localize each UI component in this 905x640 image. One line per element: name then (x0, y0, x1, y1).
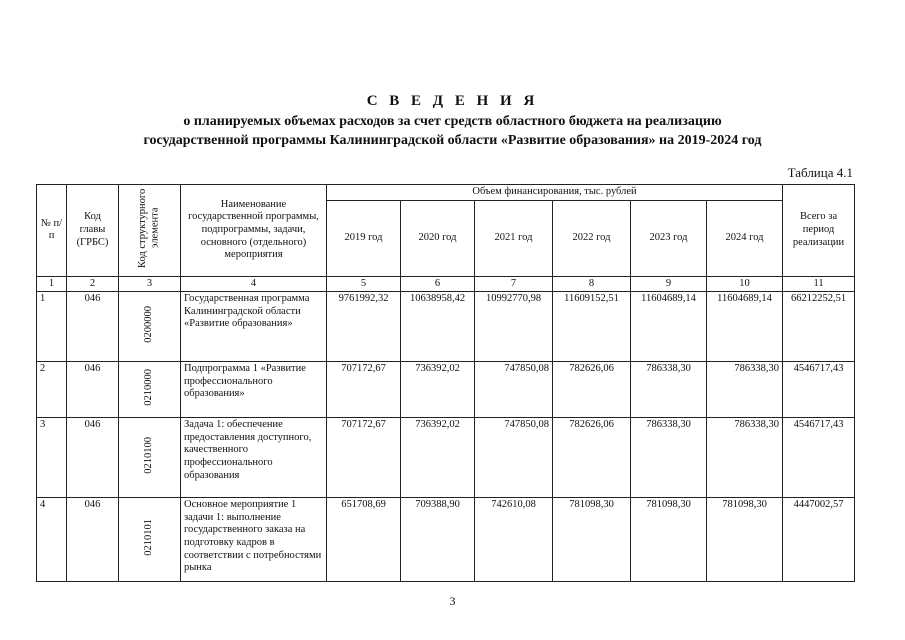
table-row (37, 498, 855, 582)
row-value: 786338,30 (707, 418, 783, 498)
col-number: 5 (327, 276, 401, 292)
row-value: 782626,06 (553, 418, 631, 498)
row-value: 781098,30 (553, 498, 631, 582)
header-element-code-text: Код структурного элемента (136, 188, 161, 268)
row-element-code-text: 0200000 (143, 306, 155, 343)
row-value: 10992770,98 (475, 292, 553, 362)
row-grbs: 046 (67, 498, 119, 582)
header-financing: Объем финансирования, тыс. рублей (327, 185, 783, 201)
row-name: Задача 1: обеспечение предоставления доступного, качественного профессионального образования (181, 418, 327, 498)
column-number-row (37, 276, 855, 292)
col-number: 7 (475, 276, 553, 292)
header-year: 2021 год (475, 201, 553, 276)
row-value: 709388,90 (401, 498, 475, 582)
document-subtitle-line-2: государственной программы Калининградской области «Развитие образования» на 2019-2024 год (143, 133, 762, 148)
row-value: 9761992,32 (327, 292, 401, 362)
col-number: 10 (707, 276, 783, 292)
header-name: Наименование государственной программы, подпрограммы, задачи, основного (отдельного) мероприятия (181, 185, 327, 277)
row-element-code (119, 292, 181, 362)
row-value: 747850,08 (475, 418, 553, 498)
row-name: Основное мероприятие 1 задачи 1: выполнение государственного заказа на подготовку кадров в соответствии с потребностями рынка (181, 498, 327, 582)
row-value: 707172,67 (327, 362, 401, 418)
col-number: 8 (553, 276, 631, 292)
row-value: 10638958,42 (401, 292, 475, 362)
row-grbs: 046 (67, 362, 119, 418)
row-value: 742610,08 (475, 498, 553, 582)
row-total: 4546717,43 (783, 362, 855, 418)
row-value: 781098,30 (631, 498, 707, 582)
header-year: 2022 год (553, 201, 631, 276)
row-value: 786338,30 (631, 418, 707, 498)
header-num: № п/п (37, 185, 67, 277)
row-num: 1 (37, 292, 67, 362)
row-value: 707172,67 (327, 418, 401, 498)
header-year: 2023 год (631, 201, 707, 276)
header-year: 2020 год (401, 201, 475, 276)
row-value: 11609152,51 (553, 292, 631, 362)
row-total: 4447002,57 (783, 498, 855, 582)
row-value: 786338,30 (707, 362, 783, 418)
row-value: 781098,30 (707, 498, 783, 582)
row-value: 786338,30 (631, 362, 707, 418)
row-element-code (119, 498, 181, 582)
table-row (37, 292, 855, 362)
row-value: 736392,02 (401, 418, 475, 498)
row-value: 747850,08 (475, 362, 553, 418)
row-value: 782626,06 (553, 362, 631, 418)
row-grbs: 046 (67, 292, 119, 362)
document-subtitle-line-1: о планируемых объемах расходов за счет средств областного бюджета на реализацию (183, 114, 722, 129)
col-number: 11 (783, 276, 855, 292)
row-element-code (119, 362, 181, 418)
header-total: Всего за период реализации (783, 185, 855, 277)
row-value: 651708,69 (327, 498, 401, 582)
row-grbs: 046 (67, 418, 119, 498)
table-label: Таблица 4.1 (787, 165, 853, 180)
header-grbs: Код главы (ГРБС) (67, 185, 119, 277)
row-name: Подпрограмма 1 «Развитие профессионального образования» (181, 362, 327, 418)
row-element-code (119, 418, 181, 498)
col-number: 3 (119, 276, 181, 292)
row-total: 4546717,43 (783, 418, 855, 498)
header-year: 2024 год (707, 201, 783, 276)
row-name: Государственная программа Калининградской области «Развитие образования» (181, 292, 327, 362)
row-element-code-text: 0210000 (143, 369, 155, 406)
financing-table (36, 184, 855, 582)
table-row (37, 362, 855, 418)
row-num: 2 (37, 362, 67, 418)
row-value: 736392,02 (401, 362, 475, 418)
row-element-code-text: 0210100 (143, 437, 155, 474)
col-number: 1 (37, 276, 67, 292)
header-year: 2019 год (327, 201, 401, 276)
row-element-code-text: 0210101 (143, 519, 155, 556)
col-number: 6 (401, 276, 475, 292)
document-title: С В Е Д Е Н И Я (366, 93, 539, 109)
row-total: 66212252,51 (783, 292, 855, 362)
col-number: 9 (631, 276, 707, 292)
col-number: 2 (67, 276, 119, 292)
row-num: 3 (37, 418, 67, 498)
row-num: 4 (37, 498, 67, 582)
page-number: 3 (449, 594, 456, 608)
table-row (37, 418, 855, 498)
col-number: 4 (181, 276, 327, 292)
row-value: 11604689,14 (707, 292, 783, 362)
row-value: 11604689,14 (631, 292, 707, 362)
header-element-code (119, 185, 181, 277)
